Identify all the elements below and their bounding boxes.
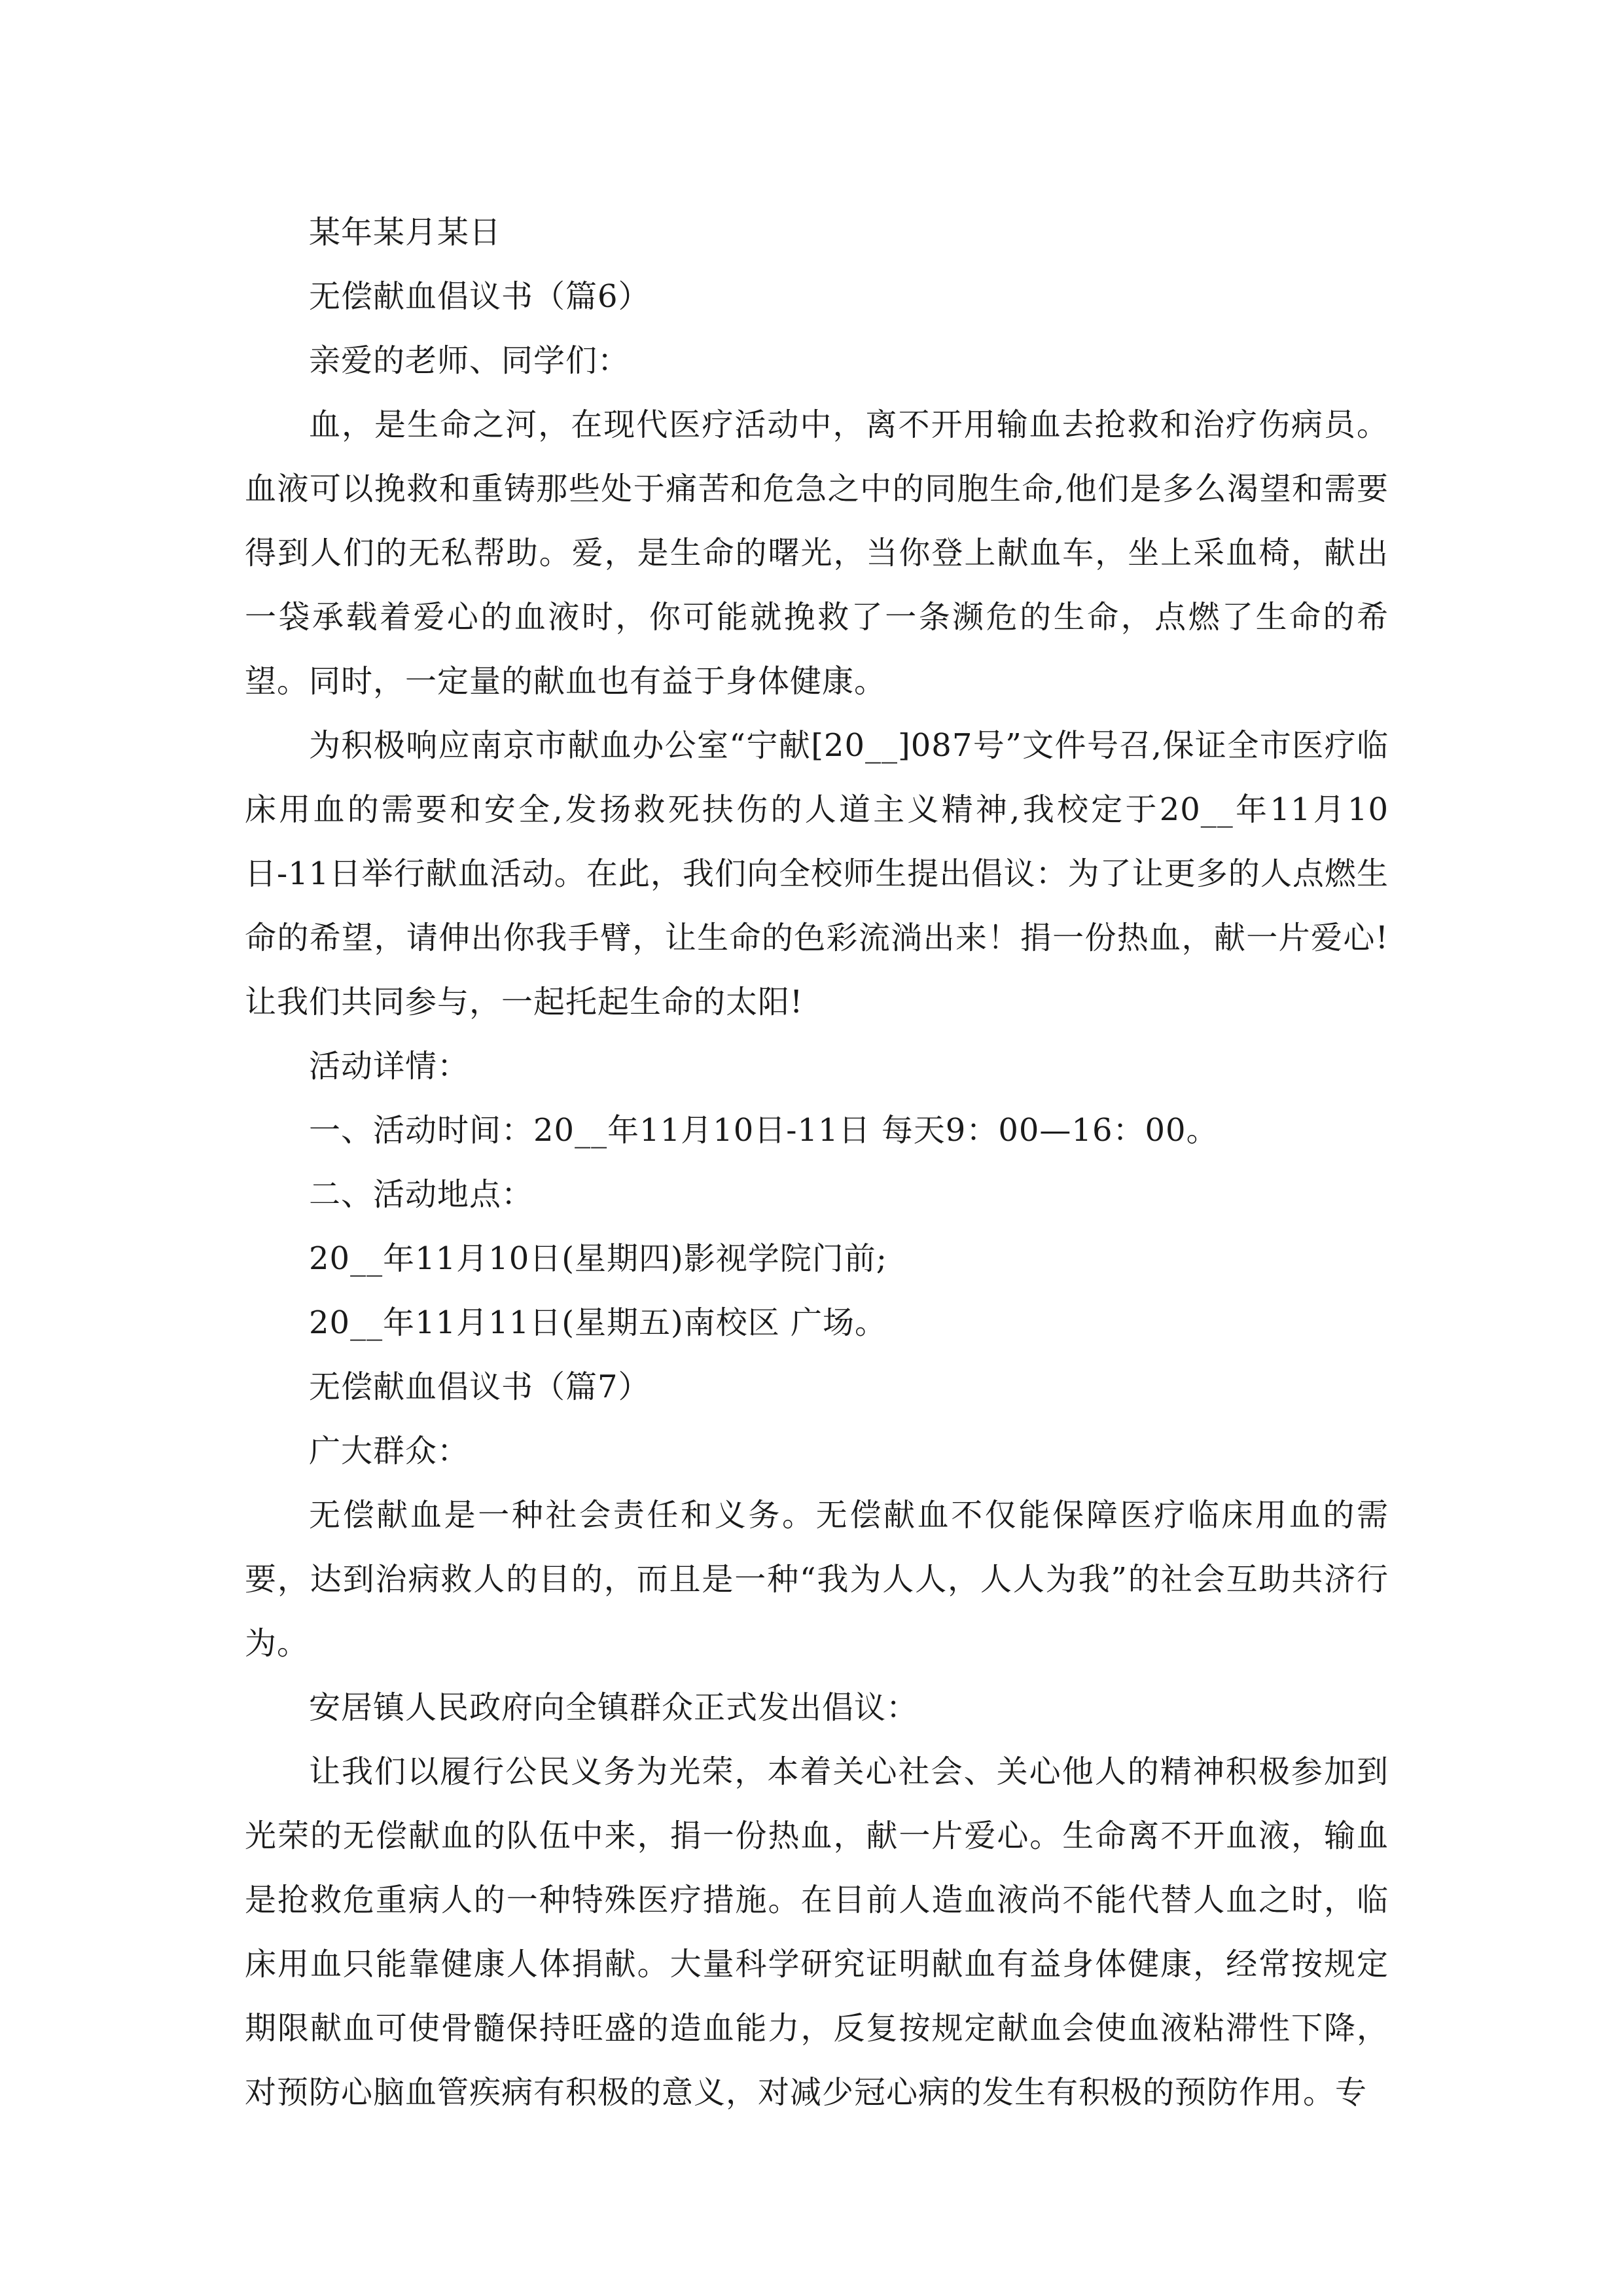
activity-time: 一、活动时间：20__年11月10日-11日 每天9：00—16：00。 xyxy=(309,1112,1219,1149)
body-paragraph: 为积极响应南京市献血办公室“宁献[20__]087号”文件号召,保证全市医疗临床用血的需要和安全,发扬救死扶伤的人道主义精神,我校定于20__年11月10日-11日举行献血活动。在此，我们向全校师生提出倡议：为了让更多的人点燃生命的希望，请伸出你我手臂，让生命的色彩流淌出来！捐一份热血，献一片爱心!让我们共同参与，一起托起生命的太阳! xyxy=(245,727,1389,1020)
body-paragraph: 让我们以履行公民义务为光荣，本着关心社会、关心他人的精神积极参加到光荣的无偿献血的队伍中来，捐一份热血，献一片爱心。生命离不开血液，输血是抢救危重病人的一种特殊医疗措施。在目前人造血液尚不能代替人血之时，临床用血只能靠健康人体捐献。大量科学研究证明献血有益身体健康，经常按规定期限献血可使骨髓保持旺盛的造血能力，反复按规定献血会使血液粘滞性下降，对预防心脑血管疾病有积极的意义，对减少冠心病的发生有积极的预防作用。专 xyxy=(245,1753,1389,2111)
details-heading: 活动详情： xyxy=(309,1048,470,1085)
location-day-2: 20__年11月11日(星期五)南校区 广场。 xyxy=(309,1304,887,1341)
body-paragraph: 安居镇人民政府向全镇群众正式发出倡议： xyxy=(309,1689,919,1726)
document-body xyxy=(245,200,1389,2125)
body-paragraph: 血，是生命之河，在现代医疗活动中，离不开用输血去抢救和治疗伤病员。血液可以挽救和重铸那些处于痛苦和危急之中的同胞生命,他们是多么渴望和需要得到人们的无私帮助。爱，是生命的曙光，当你登上献血车，坐上采血椅，献出一袋承载着爱心的血液时，你可能就挽救了一条濒危的生命，点燃了生命的希望。同时，一定量的献血也有益于身体健康。 xyxy=(245,406,1389,700)
salutation: 广大群众： xyxy=(309,1433,470,1469)
location-day-1: 20__年11月10日(星期四)影视学院门前; xyxy=(309,1240,887,1277)
body-paragraph: 无偿献血是一种社会责任和义务。无偿献血不仅能保障医疗临床用血的需要，达到治病救人的目的，而且是一种“我为人人，人人为我”的社会互助共济行为。 xyxy=(245,1497,1389,1662)
section-title-7: 无偿献血倡议书（篇7） xyxy=(309,1369,651,1405)
activity-location-heading: 二、活动地点： xyxy=(309,1176,534,1213)
date-line: 某年某月某日 xyxy=(309,214,502,251)
salutation: 亲爱的老师、同学们： xyxy=(309,342,630,379)
section-title-6: 无偿献血倡议书（篇6） xyxy=(309,278,651,315)
